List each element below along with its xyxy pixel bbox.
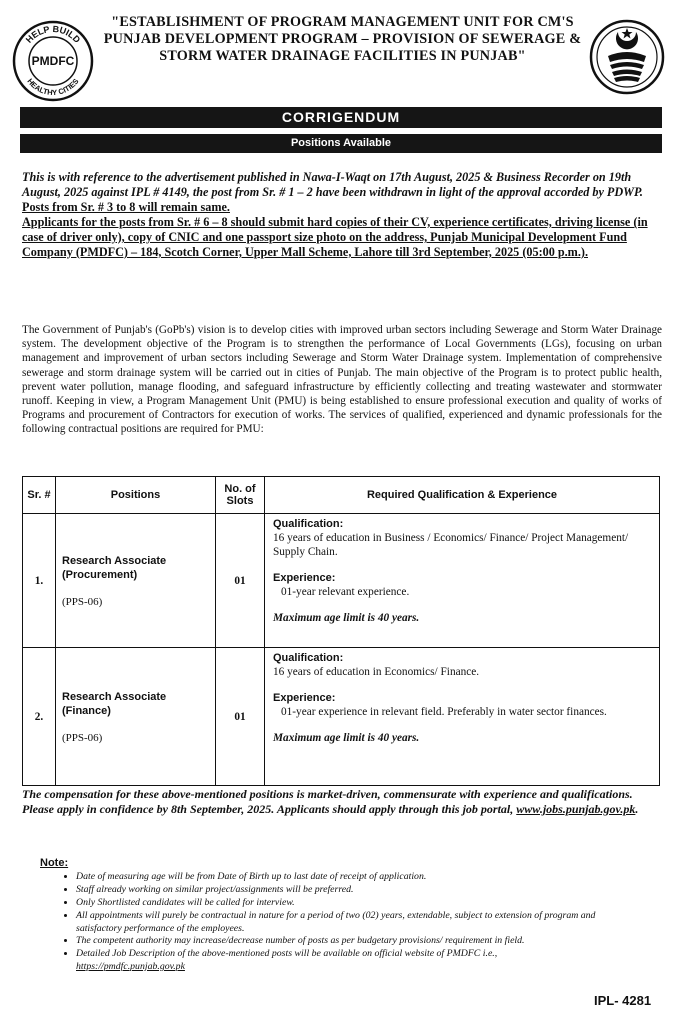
notes-heading: Note:	[40, 857, 69, 869]
list-item: • Only Shortlisted candidates will be called for interview.	[76, 897, 640, 909]
pmdfc-logo	[12, 20, 94, 102]
positions-available-banner	[20, 134, 662, 153]
list-item: • All appointments will purely be contractual in nature for a period of two (02) years, extendable, subject to extension of program and satisfactory performance of the employees.	[76, 910, 640, 935]
header-sr: Sr. #	[23, 477, 56, 514]
notice-title: "ESTABLISHMENT OF PROGRAM MANAGEMENT UNIT FOR CM'S PUNJAB DEVELOPMENT PROGRAM – PROVISION OF SEWERAGE & STORM WATER DRAINAGE FACILITIES IN PUNJAB"	[103, 14, 582, 64]
logo-top-text: HELP BUILD	[23, 23, 83, 45]
table-header-row	[23, 477, 660, 514]
job-portal-link[interactable]: www.jobs.punjab.gov.pk	[516, 802, 636, 816]
experience-label: Experience:	[273, 572, 336, 584]
row-requirements	[265, 648, 660, 786]
closing-paragraph	[22, 787, 662, 817]
table-row	[23, 514, 660, 648]
intro-posts-same: Posts from Sr. # 3 to 8 will remain same.	[22, 200, 230, 214]
positions-table	[22, 476, 660, 786]
table-row	[23, 648, 660, 786]
corrigendum-banner: CORRIGENDUM	[20, 107, 662, 128]
corrigendum-intro	[22, 170, 662, 260]
position-title: Research Associate (Procurement)	[62, 554, 167, 581]
row-sr: 1.	[23, 514, 56, 648]
program-description: The Government of Punjab's (GoPb's) vision is to develop cities with improved urban sectors including Sewerage and Storm Water Drainage system. The development objective of the Program is to strengthen the performance of Local Governments (LGs), focusing on urban management and improvement of urban sectors including Sewerage and Storm Water Drainage system. Implementation of comprehensive sewerage and storm drainage system will be carried out in cities of Punjab. The main objective of the Program is to protect public health, prevent water pollution, manage flooding, and safeguard infrastructure by efficiently collecting and treating wastewater and stormwater runoff. Keeping in view, a Program Management Unit (PMU) is being established to ensure professional execution and quality of works of Programs and procurement of Contractors for execution of works. The services of qualified, experienced and dynamic professionals for the following contractual positions are required for PMU:	[22, 324, 662, 436]
row-slots: 01	[216, 648, 265, 786]
position-grade: (PPS-06)	[62, 731, 103, 744]
experience-text: 01-year relevant experience.	[281, 586, 410, 598]
qualification-label: Qualification:	[273, 518, 344, 530]
list-item	[76, 948, 640, 973]
closing-text: The compensation for these above-mentioned positions is market-driven, commensurate with experience and qualifications. Please apply in confidence by 8th September, 2025. Applicants should apply through this job portal,	[22, 787, 633, 816]
notes-list	[40, 871, 640, 973]
header-positions: Positions	[56, 477, 216, 514]
pmdfc-website-link[interactable]: https://pmdfc.punjab.gov.pk	[76, 960, 185, 972]
logo-bottom-text: HEALTHY CITIES	[25, 76, 81, 98]
positions-available-label: Positions Available	[279, 137, 403, 149]
ipl-number: IPL- 4281	[594, 993, 652, 1008]
row-sr: 2.	[23, 648, 56, 786]
punjab-government-emblem-icon	[588, 18, 666, 96]
qualification-label: Qualification:	[273, 652, 344, 664]
logo-center-text: PMDFC	[31, 54, 75, 68]
position-grade: (PPS-06)	[62, 595, 103, 608]
experience-label: Experience:	[273, 692, 336, 704]
intro-applicants-instructions: Applicants for the posts from Sr. # 6 – 8 should submit hard copies of their CV, experience certificates, driving license (in case of driver only), copy of CNIC and one passport size photo on the address, Punjab Municipal Development Fund Company (PMDFC) – 184, Scotch Corner, Upper Mall Scheme, Lahore till 3rd September, 2025 (05:00 p.m.).	[22, 215, 648, 259]
qualification-text: 16 years of education in Economics/ Finance.	[273, 666, 480, 678]
closing-end: .	[635, 802, 639, 816]
position-title: Research Associate (Finance)	[62, 690, 167, 717]
experience-text: 01-year experience in relevant field. Preferably in water sector finances.	[281, 706, 607, 718]
list-item: • Date of measuring age will be from Date of Birth up to last date of receipt of application.	[76, 871, 640, 883]
notes-section	[40, 857, 640, 974]
qualification-text: 16 years of education in Business / Economics/ Finance/ Project Management/ Supply Chain.	[273, 532, 629, 558]
row-position	[56, 514, 216, 648]
row-slots: 01	[216, 514, 265, 648]
note-text: Detailed Job Description of the above-mentioned posts will be available on official website of PMDFC i.e.,	[76, 948, 498, 960]
list-item: • Staff already working on similar project/assignments will be preferred.	[76, 884, 640, 896]
row-requirements	[265, 514, 660, 648]
list-item: • The competent authority may increase/decrease number of posts as per budgetary provisions/ requirement in field.	[76, 935, 640, 947]
intro-reference-paragraph: This is with reference to the advertisement published in Nawa-I-Waqt on 17th August, 2025 & Business Recorder on 19th August, 2025 against IPL # 4149, the post from Sr. # 1 – 2 have been withdrawn in light of the approval accorded by PDWP.	[22, 170, 643, 199]
header-requirements: Required Qualification & Experience	[265, 477, 660, 514]
age-limit: Maximum age limit is 40 years.	[273, 732, 420, 744]
row-position	[56, 648, 216, 786]
header-slots: No. of Slots	[216, 477, 265, 514]
age-limit: Maximum age limit is 40 years.	[273, 612, 420, 624]
